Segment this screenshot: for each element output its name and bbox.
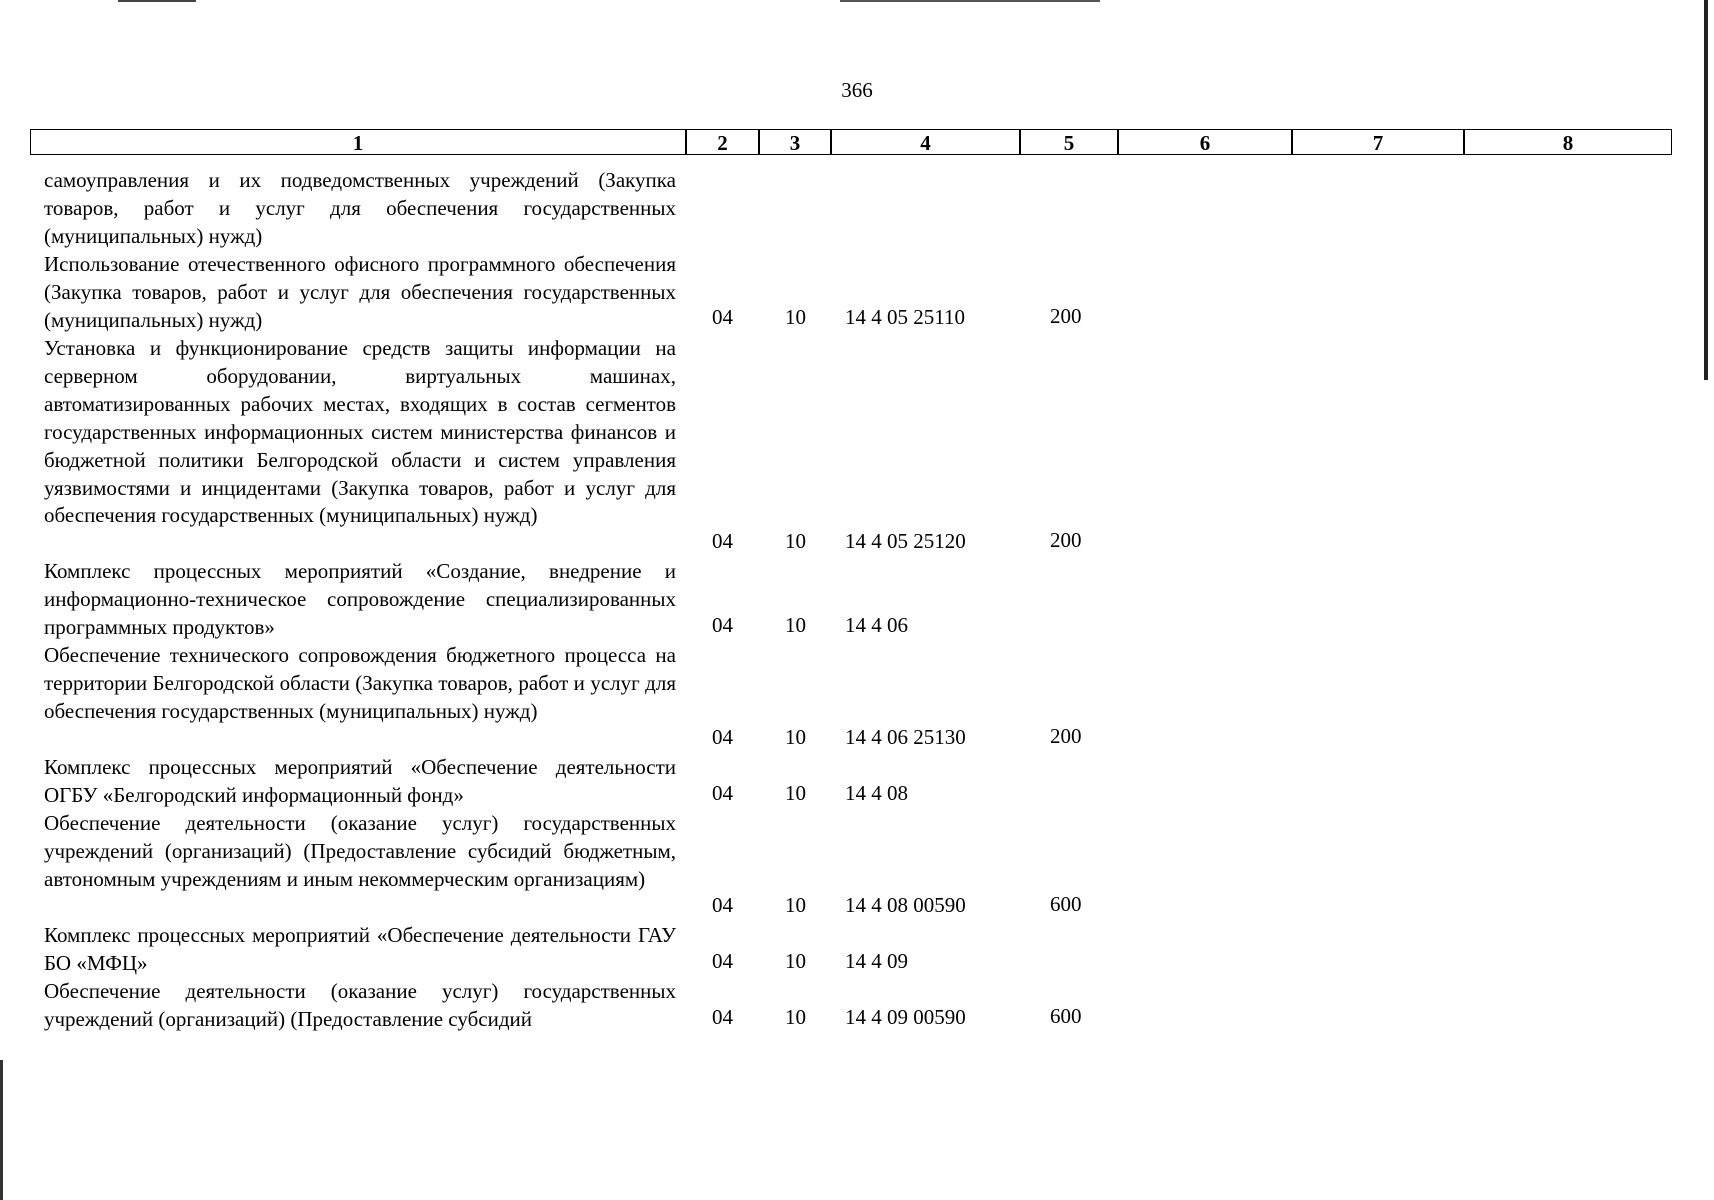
cell-section: 04 (712, 893, 733, 917)
row-description: Комплекс процессных мероприятий «Создание, внедрение и информационно-техническое сопровождение специализированных программных продуктов» (44, 559, 676, 639)
cell-subsection: 10 (785, 949, 806, 973)
cell-section: 04 (712, 529, 733, 553)
row-description: Использование отечественного офисного программного обеспечения (Закупка товаров, работ и услуг для обеспечения государственных (муниципальных) нужд) (44, 252, 676, 332)
scan-page-edge (1704, 0, 1708, 380)
cell-expense-type: 600 (1050, 1004, 1082, 1028)
cell-target-code: 14 4 09 00590 (845, 1005, 966, 1029)
cell-target-code: 14 4 08 00590 (845, 893, 966, 917)
cell-target-code: 14 4 05 25120 (845, 529, 966, 553)
cell-section: 04 (712, 1005, 733, 1029)
cell-section: 04 (712, 613, 733, 637)
cell-target-code: 14 4 08 (845, 781, 908, 805)
cell-expense-type: 600 (1050, 892, 1082, 916)
cell-expense-type: 200 (1050, 304, 1082, 328)
header-col-1: 1 (30, 129, 686, 155)
cell-subsection: 10 (785, 725, 806, 749)
cell-target-code: 14 4 09 (845, 949, 908, 973)
row-description: Установка и функционирование средств защиты информации на серверном оборудовании, виртуальных машинах, автоматизированных рабочих местах, входящих в состав сегментов государственных информационных систем министерства финансов и бюджетной политики Белгородской области и систем управления уязвимостями и инцидентами (Закупка товаров, работ и услуг для обеспечения государственных (муниципальных) нужд) (44, 336, 676, 528)
scan-page-edge (0, 1060, 3, 1200)
scan-artifact-line (118, 0, 196, 2)
cell-target-code: 14 4 06 (845, 613, 908, 637)
row-description: Обеспечение деятельности (оказание услуг) государственных учреждений (организаций) (Предоставление субсидий (44, 979, 676, 1031)
header-col-5: 5 (1020, 129, 1118, 155)
cell-subsection: 10 (785, 613, 806, 637)
header-col-3: 3 (759, 129, 831, 155)
cell-subsection: 10 (785, 893, 806, 917)
cell-subsection: 10 (785, 529, 806, 553)
cell-expense-type: 200 (1050, 724, 1082, 748)
row-description: Комплекс процессных мероприятий «Обеспечение деятельности ГАУ БО «МФЦ» (44, 923, 676, 975)
row-description: Обеспечение технического сопровождения бюджетного процесса на территории Белгородской области (Закупка товаров, работ и услуг для обеспечения государственных (муниципальных) нужд) (44, 643, 676, 723)
row-description: Комплекс процессных мероприятий «Обеспечение деятельности ОГБУ «Белгородский информационный фонд» (44, 755, 676, 807)
cell-section: 04 (712, 305, 733, 329)
row-description: Обеспечение деятельности (оказание услуг) государственных учреждений (организаций) (Предоставление субсидий бюджетным, автономным учреждениям и иным некоммерческим организациям) (44, 811, 676, 891)
header-col-4: 4 (831, 129, 1020, 155)
scan-artifact-line (840, 0, 1100, 2)
row-description: самоуправления и их подведомственных учреждений (Закупка товаров, работ и услуг для обеспечения государственных (муниципальных) нужд) (44, 168, 676, 248)
header-col-7: 7 (1292, 129, 1464, 155)
cell-section: 04 (712, 781, 733, 805)
header-col-8: 8 (1464, 129, 1672, 155)
page-number: 366 (841, 78, 873, 102)
cell-section: 04 (712, 949, 733, 973)
cell-target-code: 14 4 06 25130 (845, 725, 966, 749)
cell-subsection: 10 (785, 1005, 806, 1029)
header-col-2: 2 (686, 129, 759, 155)
header-col-6: 6 (1118, 129, 1292, 155)
cell-target-code: 14 4 05 25110 (845, 305, 965, 329)
cell-section: 04 (712, 725, 733, 749)
cell-expense-type: 200 (1050, 528, 1082, 552)
cell-subsection: 10 (785, 305, 806, 329)
cell-subsection: 10 (785, 781, 806, 805)
